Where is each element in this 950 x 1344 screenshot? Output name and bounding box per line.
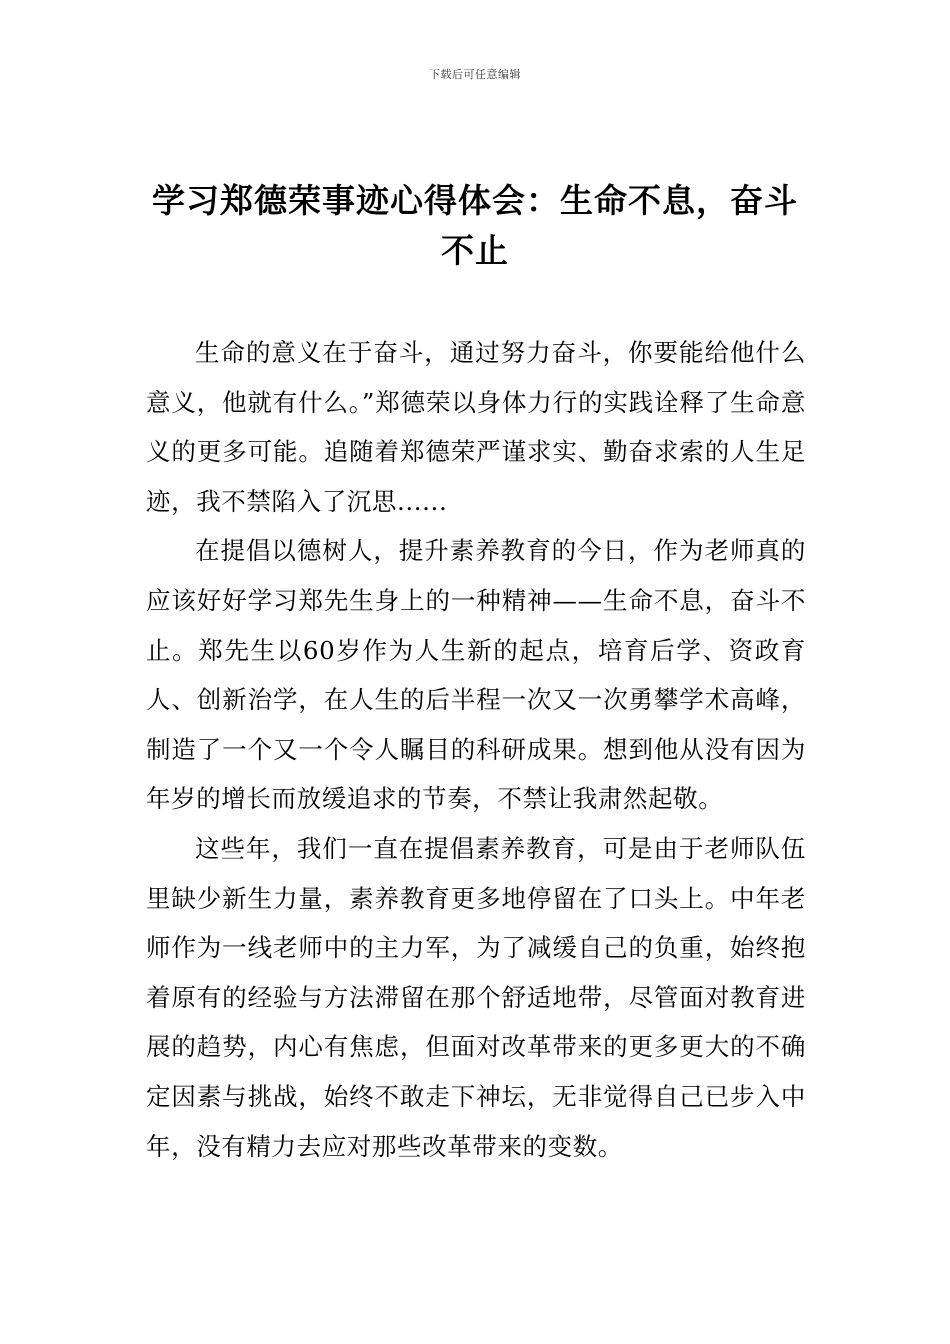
header-note: 下载后可任意编辑: [429, 68, 521, 81]
body-paragraph: 生命的意义在于奋斗，通过努力奋斗，你要能给他什么意义，他就有什么。”郑德荣以身体力行的实践诠释了生命意义的更多可能。追随着郑德荣严谨求实、勤奋求索的人生足迹，我不禁陷入了沉思......: [146, 338, 806, 516]
document-title: 学习郑德荣事迹心得体会：生命不息，奋斗不止: [152, 181, 798, 270]
document-body: [146, 328, 806, 1171]
body-paragraph: 这些年，我们一直在提倡素养教育，可是由于老师队伍里缺少新生力量，素养教育更多地停留在了口头上。中年老师作为一线老师中的主力军，为了减缓自己的负重，始终抱着原有的经验与方法滞留在那个舒适地带，尽管面对教育进展的趋势，内心有焦虑，但面对改革带来的更多更大的不确定因素与挑战，始终不敢走下神坛，无非觉得自己已步入中年，没有精力去应对那些改革带来的变数。: [146, 833, 806, 1161]
body-paragraph: 在提倡以德树人，提升素养教育的今日，作为老师真的应该好好学习郑先生身上的一种精神——生命不息，奋斗不止。郑先生以60岁作为人生新的起点，培育后学、资政育人、创新治学，在人生的后半程一次又一次勇攀学术高峰，制造了一个又一个令人瞩目的科研成果。想到他从没有因为年岁的增长而放缓追求的节奏，不禁让我肃然起敬。: [146, 536, 806, 814]
